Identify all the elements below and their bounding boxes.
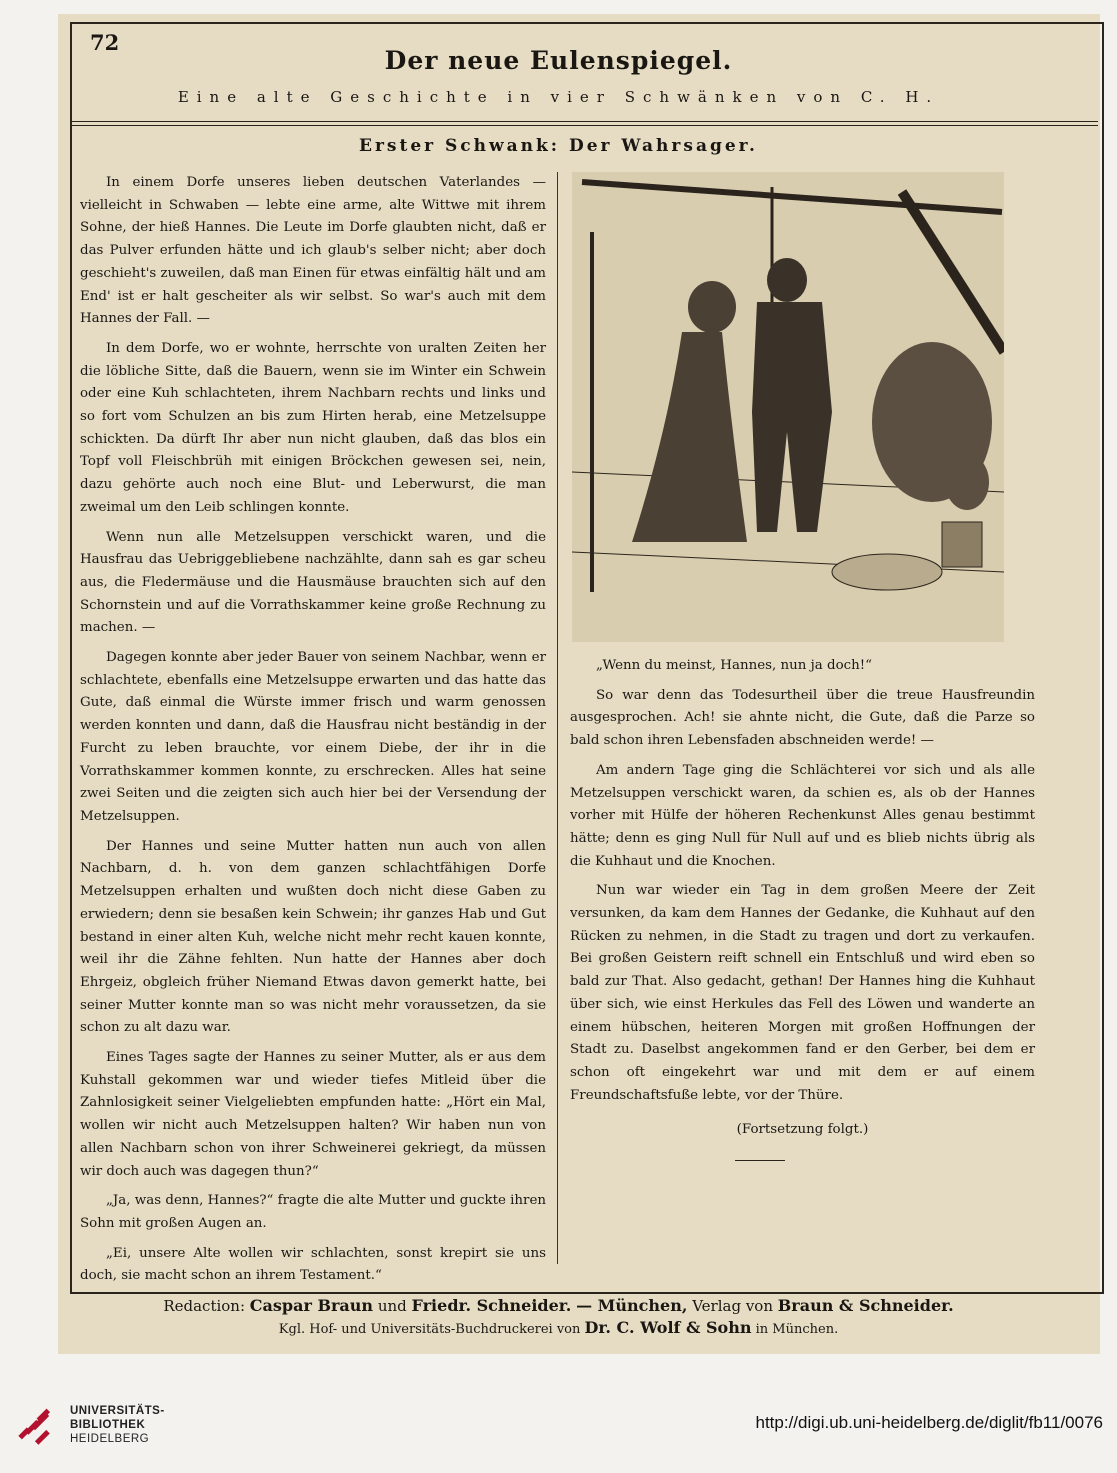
- library-name-line: BIBLIOTHEK: [70, 1419, 146, 1431]
- tub: [832, 554, 942, 590]
- subtitle: Eine alte Geschichte in vier Schwänken von C. H.: [177, 88, 940, 106]
- paragraph: Nun war wieder ein Tag in dem großen Meere der Zeit versunken, da kam dem Hannes der Gedanke, die Kuhhaut auf den Rücken zu nehmen, in die Stadt zu tragen und dort zu verkaufen. Bei großen Geistern reift schnell ein Entschluß und wird eben so bald zur That. Also gedacht, gethan! Der Hannes hing die Kuhhaut über sich, wie einst Herkules das Fell des Löwen und wanderte an einem hübschen, heiteren Morgen mit großen Hoffnungen der Stadt zu. Daselbst angekommen fand er den Gerber, bei dem er schon oft eingekehrt war und mit dem er auf einem Freundschaftsfuße lebte, vor der Thüre.: [570, 883, 1035, 1103]
- imprint-printer: [0, 1318, 1117, 1337]
- conjunction: und: [377, 1297, 407, 1315]
- column-divider: [557, 172, 558, 1264]
- publisher-label: Verlag von: [692, 1297, 773, 1315]
- section-heading: Erster Schwank: Der Wahrsager.: [359, 136, 758, 156]
- printer-line: Kgl. Hof- und Universitäts-Buchdruckerei von: [278, 1322, 581, 1337]
- paragraph: Eines Tages sagte der Hannes zu seiner Mutter, als er aus dem Kuhstall gekommen war und wieder tiefes Mitleid über die Zahnlosigkeit seiner Vielgeliebten empfunden hatte: „Hört ein Mal, wollen wir nicht auch Metzelsuppen halten? Wir haben nun von allen Nachbarn schon von ihrer Schweinerei gekriegt, da müssen wir doch auch was dagegen thun?“: [80, 1050, 546, 1179]
- printer-name: Dr. C. Wolf & Sohn: [584, 1318, 752, 1337]
- paragraph: „Ei, unsere Alte wollen wir schlachten, sonst krepirt sie uns doch, sie macht schon an ihrem Testament.“: [80, 1245, 546, 1284]
- paragraph: In einem Dorfe unseres lieben deutschen Vaterlandes — vielleicht in Schwaben — lebte eine arme, alte Wittwe mit ihrem Sohne, der hieß Hannes. Die Leute im Dorfe glaubten nicht, daß er das Pulver erfunden hätte und ich glaub's selber nicht; aber doch geschieht's zuweilen, daß man Einen für etwas einfältig hält und am End' ist er halt gescheiter als wir selbst. So war's auch mit dem Hannes der Fall. —: [80, 175, 546, 327]
- left-column: [80, 172, 546, 1295]
- permalink-url[interactable]: http://digi.ub.uni-heidelberg.de/diglit/fb11/0076: [755, 1413, 1103, 1432]
- bucket: [942, 522, 982, 567]
- library-name-line: UNIVERSITÄTS-: [70, 1405, 165, 1417]
- paragraph: So war denn das Todesurtheil über die treue Hausfreundin ausgesprochen. Ach! sie ahnte nicht, die Gute, daß die Parze so bald schon ihren Lebensfaden abschneiden werde! —: [570, 687, 1035, 749]
- paragraph: Am andern Tage ging die Schlächterei vor sich und als alle Metzelsuppen verschickt waren, da schien es, als ob der Hannes vorher mit Hülfe der höheren Rechenkunst Alles genau bestimmt hätte; denn es ging Null für Null auf und es blieb nichts übrig als die Kuhhaut und die Knochen.: [570, 762, 1035, 869]
- paragraph: In dem Dorfe, wo er wohnte, herrschte von uralten Zeiten her die löbliche Sitte, daß die Bauern, wenn sie im Winter ein Schwein oder eine Kuh schlachteten, ihrem Nachbarn rechts und links und so fort vom Schulzen an bis zum Hirten herab, eine Metzelsuppe schickten. Da dürft Ihr aber nun nicht glauben, daß das blos ein Topf voll Fleischbrüh mit einigen Bröckchen gewesen sei, nein, dazu gehörte auch noch eine Blut- und Leberwurst, die man zweimal um den Leib schlingen konnte.: [80, 340, 546, 515]
- woodcut-illustration: [572, 172, 1004, 642]
- right-column: [570, 655, 1035, 1149]
- printer-city: in München.: [755, 1322, 839, 1337]
- page-number: 72: [90, 30, 120, 55]
- page-title: Der neue Eulenspiegel.: [384, 46, 733, 75]
- paragraph: Der Hannes und seine Mutter hatten nun auch von allen Nachbarn, d. h. von dem ganzen schlachtfähigen Dorfe Metzelsuppen erhalten und wußten doch nicht diese Gaben zu erwiedern; denn sie besaßen kein Schwein; ihr ganzes Hab und Gut bestand in einer alten Kuh, welche nicht mehr recht kauen konnte, weil ihr die Zähne fehlten. Nun hatte der Hannes aber doch Ehrgeiz, obgleich früher Niemand Etwas davon gemerkt hatte, bei seiner Mutter konnte man so was nicht mehr voraussetzen, da sie schon zu alt dazu war.: [80, 838, 546, 1036]
- university-library-logo-icon[interactable]: [14, 1401, 60, 1447]
- title-rule-top: [72, 121, 1098, 122]
- city: — München,: [576, 1296, 688, 1315]
- viewer-footer: [0, 1385, 1117, 1473]
- redaction-label: Redaction:: [163, 1297, 246, 1315]
- editor-name: Caspar Braun: [249, 1296, 374, 1315]
- publisher-name: Braun & Schneider.: [777, 1296, 954, 1315]
- title-rule-bottom: [72, 125, 1098, 126]
- library-name[interactable]: [70, 1404, 165, 1446]
- paragraph: „Wenn du meinst, Hannes, nun ja doch!“: [596, 658, 873, 673]
- paragraph: „Ja, was denn, Hannes?“ fragte die alte Mutter und guckte ihren Sohn mit großen Augen an.: [80, 1193, 546, 1231]
- continuation-note: (Fortsetzung folgt.): [736, 1122, 869, 1138]
- imprint-editors: [0, 1296, 1117, 1315]
- end-rule: [735, 1160, 785, 1161]
- paragraph: Wenn nun alle Metzelsuppen verschickt waren, und die Hausfrau das Uebriggebliebene nachzählte, dann sah es gar scheu aus, die Fledermäuse und die Hausmäuse brauchten sich auf den Schornstein und auf die Vorrathskammer keine große Rechnung zu machen. —: [80, 529, 546, 636]
- library-name-line: HEIDELBERG: [70, 1433, 150, 1445]
- editor-name: Friedr. Schneider.: [411, 1296, 572, 1315]
- paragraph: Dagegen konnte aber jeder Bauer von seinem Nachbar, wenn er schlachtete, ebenfalls eine Metzelsuppe erwarten und das hatte das Gute, daß einmal die Würste immer frisch und warm genossen werden konnten und dann, daß die Hausfrau nicht beständig in der Furcht zu leben brauchte, vor einem Diebe, der ihr in die Vorrathskammer kommen konnte, zu erschrecken. Alles hat seine zwei Seiten und die zeigten sich auch hier bei der Versendung der Metzelsuppen.: [80, 650, 546, 824]
